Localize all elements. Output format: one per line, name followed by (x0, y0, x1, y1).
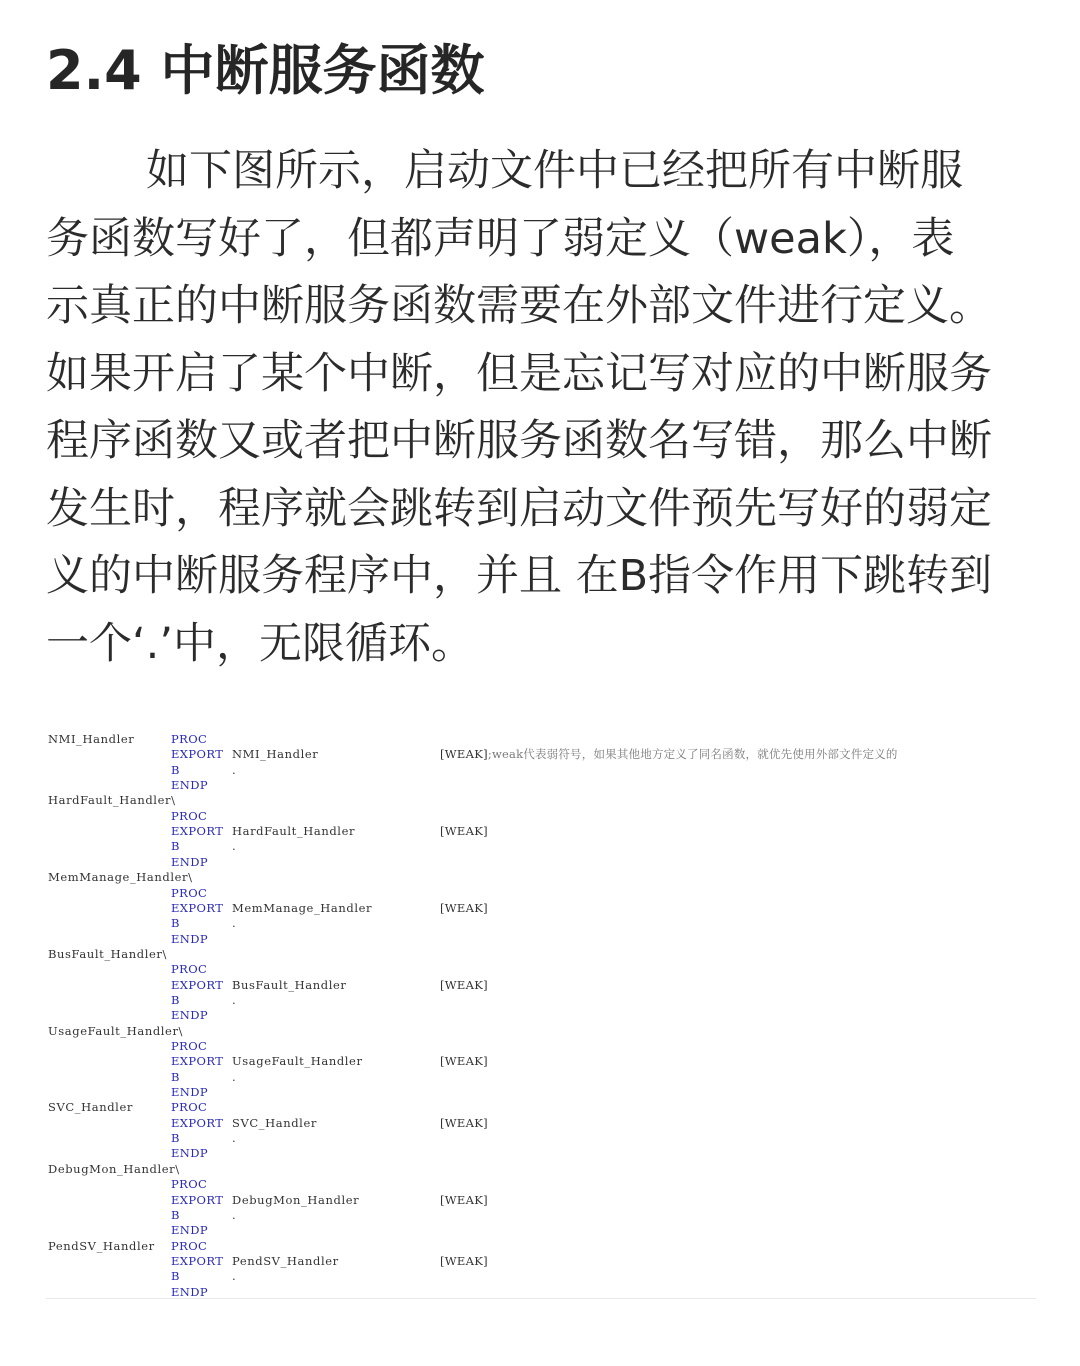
code-keyword: B (171, 916, 180, 931)
code-keyword: ENDP (171, 1008, 209, 1023)
code-keyword: B (171, 1069, 180, 1084)
code-keyword: B (171, 839, 180, 854)
code-weak-attr: [WEAK] (440, 977, 488, 992)
code-keyword: PROC (171, 1039, 208, 1053)
code-operand: UsageFault_Handler (232, 1054, 363, 1069)
code-weak-attr: [WEAK] (440, 1115, 488, 1130)
code-keyword: B (171, 1207, 180, 1222)
code-keyword: EXPORT (171, 1115, 224, 1130)
code-operand: . (232, 1069, 237, 1084)
code-keyword: EXPORT (171, 1253, 224, 1268)
code-keyword: ENDP (171, 1284, 209, 1299)
code-weak-attr: [WEAK] (440, 1192, 488, 1207)
code-keyword: PROC (171, 1100, 208, 1115)
code-operand: NMI_Handler (232, 747, 319, 762)
code-keyword: EXPORT (171, 1192, 224, 1207)
code-label: UsageFault_Handler\ (48, 1023, 184, 1038)
code-weak-attr: [WEAK] (440, 1253, 488, 1268)
code-keyword: EXPORT (171, 824, 224, 839)
paragraph-line: 如果开启了某个中断，但是忘记写对应的中断服务 (46, 348, 992, 399)
code-keyword: B (171, 1131, 180, 1146)
code-operand: SVC_Handler (232, 1115, 317, 1130)
paragraph-line: 程序函数又或者把中断服务函数名写错，那么中断 (46, 416, 992, 466)
paragraph-line: 如下图所示，启动文件中已经把所有中断服 (146, 146, 963, 196)
code-comment: ;weak代表弱符号，如果其他地方定义了同名函数，就优先使用外部文件定义的 (487, 747, 898, 762)
code-weak-attr: [WEAK] (440, 900, 488, 915)
code-label: NMI_Handler (48, 732, 135, 746)
code-weak-attr: [WEAK];weak代表弱符号，如果其他地方定义了同名函数，就优先使用外部文件定义的 (440, 747, 898, 762)
section-heading: 2.4 中断服务函数 (46, 39, 485, 102)
code-keyword: PROC (171, 962, 208, 977)
code-keyword: PROC (171, 1177, 208, 1192)
code-keyword: B (171, 992, 180, 1007)
code-keyword: ENDP (171, 931, 209, 946)
code-operand: . (232, 1131, 237, 1146)
code-weak-attr: [WEAK] (440, 824, 488, 839)
code-keyword: ENDP (171, 1223, 209, 1238)
code-label: BusFault_Handler\ (48, 946, 167, 961)
code-keyword: PROC (171, 1238, 208, 1253)
code-keyword: EXPORT (171, 977, 224, 992)
paragraph-line: 发生时，程序就会跳转到启动文件预先写好的弱定 (46, 483, 992, 534)
code-keyword: EXPORT (171, 900, 224, 915)
code-keyword: ENDP (171, 1085, 209, 1100)
code-weak-attr: [WEAK] (440, 1054, 488, 1069)
paragraph-line: 示真正的中断服务函数需要在外部文件进行定义。 (46, 281, 992, 331)
code-keyword: B (171, 762, 180, 777)
body-paragraph (46, 138, 1036, 678)
code-operand: . (232, 839, 237, 854)
code-keyword: B (171, 1269, 180, 1284)
code-operand: PendSV_Handler (232, 1253, 339, 1268)
code-keyword: EXPORT (171, 747, 224, 762)
code-keyword: PROC (171, 732, 208, 746)
code-operand: . (232, 1269, 237, 1284)
paragraph-line: 务函数写好了，但都声明了弱定义（weak），表 (46, 213, 955, 264)
code-label: SVC_Handler (48, 1100, 133, 1115)
code-operand: . (232, 1207, 237, 1222)
code-label: PendSV_Handler (48, 1238, 155, 1253)
paragraph-line: 一个‘.’中，无限循环。 (46, 618, 475, 669)
code-keyword: EXPORT (171, 1054, 224, 1069)
code-screenshot (46, 724, 1036, 1299)
code-keyword: ENDP (171, 1146, 209, 1161)
code-operand: . (232, 992, 237, 1007)
code-operand: BusFault_Handler (232, 977, 347, 992)
code-label: DebugMon_Handler\ (48, 1161, 180, 1176)
code-operand: . (232, 916, 237, 931)
code-label: HardFault_Handler\ (48, 793, 176, 808)
code-operand: HardFault_Handler (232, 824, 356, 839)
code-operand: . (232, 762, 237, 777)
code-keyword: ENDP (171, 778, 209, 793)
code-keyword: ENDP (171, 854, 209, 869)
code-keyword: PROC (171, 808, 208, 823)
code-keyword: PROC (171, 885, 208, 900)
code-operand: DebugMon_Handler (232, 1192, 360, 1207)
code-operand: MemManage_Handler (232, 900, 373, 915)
paragraph-line: 义的中断服务程序中，并且 在B指令作用下跳转到 (46, 551, 993, 601)
code-label: MemManage_Handler\ (48, 870, 193, 885)
